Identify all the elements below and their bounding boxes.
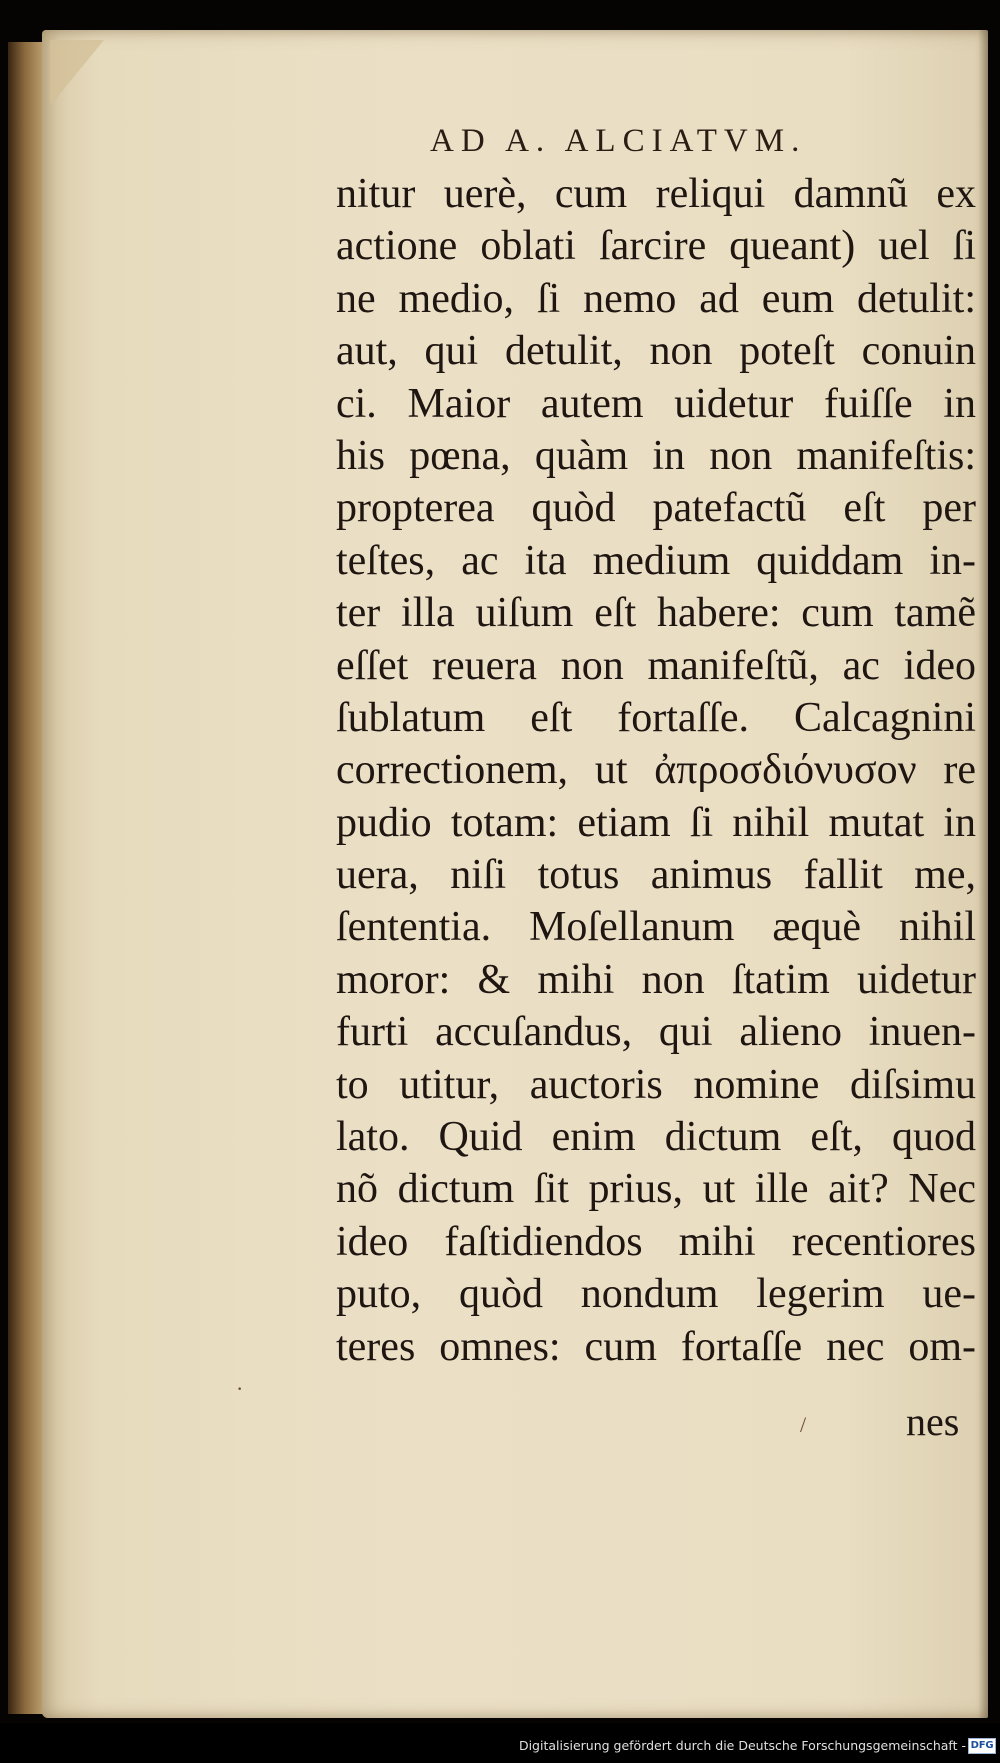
text-line: lato. Quid enim dictum eſt, quod <box>336 1114 976 1161</box>
text-line: eſſet reuera non manifeſtũ, ac ideo <box>336 642 976 689</box>
text-line: ter illa uiſum eſt habere: cum tamẽ <box>336 590 976 637</box>
text-line: moror: & mihi non ſtatim uidetur <box>336 956 976 1003</box>
text-line: correctionem, ut ἀπροσδιόνυσον re <box>336 747 976 794</box>
page-edge-shadow <box>978 30 988 1718</box>
text-line: ci. Maior autem uidetur fuiſſe in <box>336 380 976 427</box>
text-line: puto, quòd nondum legerim ue- <box>336 1271 976 1318</box>
funding-credit: Digitalisierung gefördert durch die Deutsche Forschungsgemeinschaft - <box>518 1738 966 1753</box>
catchword: nes <box>906 1399 960 1444</box>
text-block <box>336 168 976 1373</box>
text-line: ſublatum eſt fortaſſe. Calcagnini <box>336 694 976 741</box>
text-line: ne medio, ſi nemo ad eum detulit: <box>336 275 976 322</box>
text-line: uera, niſi totus animus fallit me, <box>336 852 976 899</box>
text-line: propterea quòd patefactũ eſt per <box>336 485 976 532</box>
text-line: teſtes, ac ita medium quiddam in- <box>336 537 976 584</box>
page-corner-fold <box>50 40 104 106</box>
dfg-logo: DFG <box>968 1738 996 1754</box>
text-line: nõ dictum ſit prius, ut ille ait? Nec <box>336 1166 976 1213</box>
text-line: furti accuſandus, qui alieno inuen- <box>336 1009 976 1056</box>
ink-speck: / <box>800 1412 807 1437</box>
text-line: his pœna, quàm in non manifeſtis: <box>336 432 976 479</box>
text-line: ſententia. Moſellanum æquè nihil <box>336 904 976 951</box>
text-line: teres omnes: cum fortaſſe nec om- <box>336 1323 976 1370</box>
footer-bar <box>0 1723 1000 1763</box>
text-line: to utitur, auctoris nomine diſsimu <box>336 1061 976 1108</box>
text-line: actione oblati ſarcire queant) uel ſi <box>336 223 976 270</box>
text-line: pudio totam: etiam ſi nihil mutat in <box>336 799 976 846</box>
text-line: aut, qui detulit, non poteſt conuin <box>336 328 976 375</box>
ink-speck: · <box>236 1376 244 1401</box>
running-head: AD A. ALCIATVM. <box>430 123 807 159</box>
text-line: ideo faſtidiendos mihi recentiores <box>336 1218 976 1265</box>
text-line: nitur uerè, cum reliqui damnũ ex <box>336 171 976 217</box>
